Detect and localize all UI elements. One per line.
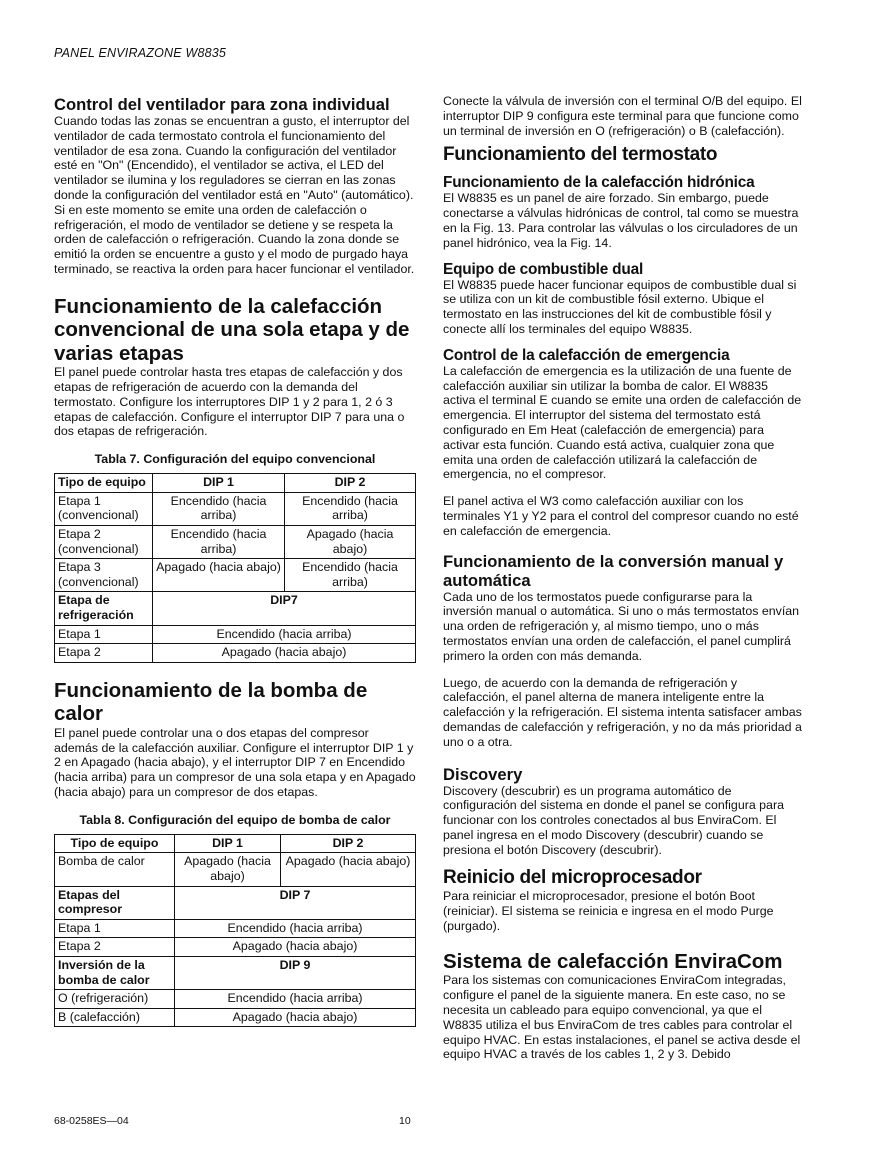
document-number: 68-0258ES—04 xyxy=(54,1115,129,1127)
paragraph-emergency-heat-2: El panel activa el W3 como calefacción auxiliar con los terminales Y1 y Y2 para el control del compresor cuando no esté en calefacción de emergencia. xyxy=(443,494,799,538)
paragraph-fan-control: Cuando todas las zonas se encuentran a gusto, el interruptor del ventilador de cada termostato controla el funcionamiento del ventilador de esa zona. Cuando la configuración del ventilador esté en "On" (Encendido), el ventilador se activa, el LED del ventilador se ilumina y los reguladores se cierran en las zonas donde la configuración del ventilador está en "Auto" (automático). Si en este momento se emite una orden de calefacción o refrigeración, el modo de ventilador se detiene y se respeta la orden de calefacción o refrigeración. Cuando la zona donde se emitió la orden se encuentre a gusto y el modo de purgado haya terminado, se reactiva la orden para hacer funcionar el ventilador. xyxy=(54,114,415,276)
table-7 xyxy=(54,473,416,663)
table-header-cell: DIP 1 xyxy=(153,474,285,493)
table-cell: Apagado (hacia abajo) xyxy=(281,853,416,886)
table-subheader-dip: DIP 9 xyxy=(175,956,416,989)
paragraph-heat-pump: El panel puede controlar una o dos etapas del compresor además de la calefacción auxiliar. Configure el interruptor DIP 1 y 2 en Apagado (hacia abajo), y el interruptor DIP 7 en Encendido (hacia arriba) para un compresor de una sola etapa y en Apagado (hacia abajo) para un compresor de dos etapas. xyxy=(54,725,416,799)
paragraph-conventional-heating: El panel puede controlar hasta tres etapas de calefacción y dos etapas de refrigeración de acuerdo con la demanda del termostato. Configure los interruptores DIP 1 y 2 para 1, 2 ó 3 etapas de calefacción. Configure el interruptor DIP 7 para una o dos etapas de refrigeración. xyxy=(54,365,405,439)
table-cell: Encendido (hacia arriba) xyxy=(153,492,285,525)
table-cell: Encendido (hacia arriba) xyxy=(153,526,285,559)
table-cell: Encendido (hacia arriba) xyxy=(153,625,416,644)
table-row xyxy=(55,644,416,663)
table-cell: Apagado (hacia abajo) xyxy=(153,644,416,663)
table-row xyxy=(55,990,416,1009)
left-column xyxy=(54,92,416,1027)
table-cell: B (calefacción) xyxy=(55,1008,175,1027)
paragraph-reversing-valve: Conecte la válvula de inversión con el terminal O/B del equipo. El interruptor DIP 9 configura este terminal para que funcione como un terminal de inversión en O (refrigeración) o B (calefacción). xyxy=(443,94,802,138)
table-row xyxy=(55,853,416,886)
table-row xyxy=(55,559,416,592)
heading-enviracom-system: Sistema de calefacción EnviraCom xyxy=(443,949,783,973)
table-row xyxy=(55,526,416,559)
table-cell: Etapa 2 (convencional) xyxy=(55,526,153,559)
paragraph-emergency-heat-1: La calefacción de emergencia es la utilización de una fuente de calefacción auxiliar sin utilizar la bomba de calor. El W8835 activa el terminal E cuando se emite una orden de calefacción de emergencia. El interruptor del sistema del termostato está configurado en Em Heat (calefacción de emergencia) para activar esta función. Cuando está activa, cualquier zona que emita una orden de calefacción utilizará la calefacción de emergencia, no el compresor. xyxy=(443,363,802,482)
heading-heat-pump: Funcionamiento de la bomba de calor xyxy=(54,678,368,726)
table-subheader-row xyxy=(55,886,416,919)
paragraph-hydronic-heating: El W8835 es un panel de aire forzado. Sin embargo, puede conectarse a válvulas hidrónicas de control, tal como se muestra en la Fig. 13. Para controlar las válvulas o los circuladores de un panel hidrónico, vea la Fig. 14. xyxy=(443,191,799,250)
table-8-caption: Tabla 8. Configuración del equipo de bomba de calor xyxy=(79,812,391,827)
table-cell: Apagado (hacia abajo) xyxy=(175,1008,416,1027)
heading-hydronic-heating: Funcionamiento de la calefacción hidrónica xyxy=(443,174,755,192)
table-row xyxy=(55,938,416,957)
table-8 xyxy=(54,834,416,1028)
table-row xyxy=(55,919,416,938)
paragraph-discovery: Discovery (descubrir) es un programa automático de configuración del sistema en donde el panel se configura para funcionar con los controles conectados al bus EnviraCom. El panel ingresa en el modo Discovery (descubrir) cuando se presiona el botón Discovery (descubrir). xyxy=(443,783,784,857)
paragraph-changeover-2: Luego, de acuerdo con la demanda de refrigeración y calefacción, el panel alterna de manera inteligente entre la calefacción y la refrigeración. El sistema intenta satisfacer ambas demandas de calefacción y refrigeración, y no da más prioridad a uno o a otra. xyxy=(443,675,802,749)
paragraph-enviracom-system: Para los sistemas con comunicaciones EnviraCom integradas, configure el panel de la siguiente manera. En este caso, no se necesita un cableado para equipo convencional, ya que el W8835 utiliza el bus EnviraCom de tres cables para controlar el equipo HVAC. En estas instalaciones, el panel se activa desde el equipo HVAC a través de los cables 1, 2 y 3. Debido xyxy=(443,973,801,1062)
table-cell: Etapa 1 xyxy=(55,919,175,938)
table-cell: Bomba de calor xyxy=(55,853,175,886)
table-cell: Encendido (hacia arriba) xyxy=(285,559,416,592)
heading-discovery: Discovery xyxy=(443,764,523,784)
table-cell: Etapa 1 (convencional) xyxy=(55,492,153,525)
table-cell: Etapa 2 xyxy=(55,644,153,663)
table-subheader-dip: DIP7 xyxy=(153,592,416,625)
heading-thermostat-operation: Funcionamiento del termostato xyxy=(443,144,718,166)
table-cell: Encendido (hacia arriba) xyxy=(175,990,416,1009)
table-cell: Apagado (hacia abajo) xyxy=(175,938,416,957)
table-cell: Etapa 3 (convencional) xyxy=(55,559,153,592)
heading-dual-fuel: Equipo de combustible dual xyxy=(443,260,644,278)
table-row xyxy=(55,1008,416,1027)
table-cell: Encendido (hacia arriba) xyxy=(175,919,416,938)
table-cell: Apagado (hacia abajo) xyxy=(175,853,281,886)
heading-microprocessor-reset: Reinicio del microprocesador xyxy=(443,867,702,889)
paragraph-dual-fuel: El W8835 puede hacer funcionar equipos de combustible dual si se utiliza con un kit de combustible fósil externo. Ubique el termostato en las instrucciones del kit de combustible fósil y conecte allí los terminales del equipo W8835. xyxy=(443,277,797,336)
heading-conventional-heating: Funcionamiento de la calefacción convencional de una sola etapa y de varias etapas xyxy=(54,294,410,365)
table-header-cell: Tipo de equipo xyxy=(55,474,153,493)
table-cell: Apagado (hacia abajo) xyxy=(153,559,285,592)
table-subheader-row xyxy=(55,592,416,625)
heading-emergency-heat: Control de la calefacción de emergencia xyxy=(443,346,730,364)
paragraph-changeover-1: Cada uno de los termostatos puede configurarse para la inversión manual o automática. Si uno o más termostatos envían una orden de refrigeración y, al mismo tiempo, uno o más termostatos envían una orden de calefacción, el panel cumplirá primero la orden con más demanda. xyxy=(443,589,800,663)
table-header-cell: Tipo de equipo xyxy=(55,834,175,853)
table-cell: Etapa 2 xyxy=(55,938,175,957)
table-cell: Apagado (hacia abajo) xyxy=(285,526,416,559)
table-subheader-label: Etapa de refrigeración xyxy=(55,592,153,625)
heading-changeover: Funcionamiento de la conversión manual y automática xyxy=(443,551,784,590)
paragraph-microprocessor-reset: Para reiniciar el microprocesador, presione el botón Boot (reiniciar). El sistema se reinicia e ingresa en el modo Purge (purgado). xyxy=(443,889,774,934)
heading-fan-control: Control del ventilador para zona individual xyxy=(54,95,390,114)
table-cell: Encendido (hacia arriba) xyxy=(285,492,416,525)
table-header-row xyxy=(55,474,416,493)
table-row xyxy=(55,625,416,644)
table-row xyxy=(55,492,416,525)
table-subheader-label: Inversión de la bomba de calor xyxy=(55,956,175,989)
table-subheader-dip: DIP 7 xyxy=(175,886,416,919)
table-header-cell: DIP 2 xyxy=(281,834,416,853)
table-header-row xyxy=(55,834,416,853)
table-cell: O (refrigeración) xyxy=(55,990,175,1009)
table-7-caption: Tabla 7. Configuración del equipo convencional xyxy=(94,452,376,467)
table-subheader-label: Etapas del compresor xyxy=(55,886,175,919)
page-number: 10 xyxy=(399,1115,411,1127)
table-header-cell: DIP 2 xyxy=(285,474,416,493)
running-header: PANEL ENVIRAZONE W8835 xyxy=(54,46,227,60)
table-header-cell: DIP 1 xyxy=(175,834,281,853)
right-column xyxy=(443,94,803,1062)
table-subheader-row xyxy=(55,956,416,989)
table-cell: Etapa 1 xyxy=(55,625,153,644)
